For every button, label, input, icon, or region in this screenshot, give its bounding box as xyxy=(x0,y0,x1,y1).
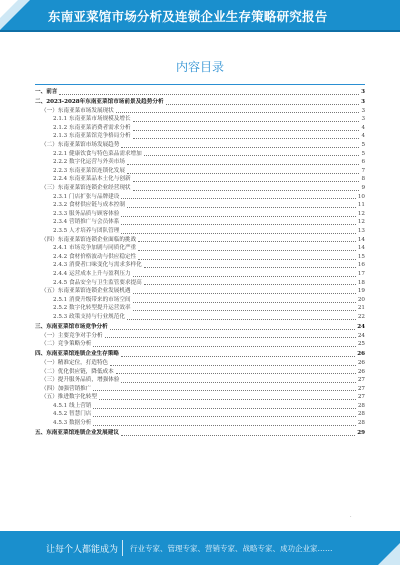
toc-leader-dots xyxy=(133,310,356,311)
toc-entry-page: 14 xyxy=(357,236,365,243)
toc-entry-page: 28 xyxy=(357,411,365,418)
toc-entry-title: 2.3.1 门店扩张与品牌建设 xyxy=(53,193,120,200)
toc-entry-page: 24 xyxy=(357,332,365,339)
toc-entry-title: 2.3.2 食材供应链与成本控制 xyxy=(53,202,125,209)
toc-leader-dots xyxy=(93,408,355,409)
toc-leader-dots xyxy=(121,435,355,436)
toc-entry[interactable] xyxy=(35,184,365,193)
toc-leader-dots xyxy=(133,138,360,139)
toc-leader-dots xyxy=(93,390,356,391)
toc-entry-title: 4.5.2 智慧门店 xyxy=(53,411,92,418)
toc-entry-title: 2.3.4 营销推广与会员体系 xyxy=(53,219,120,226)
toc-entry[interactable] xyxy=(35,150,365,159)
toc-entry-page: 4 xyxy=(361,133,365,140)
toc-leader-dots xyxy=(121,224,356,225)
toc-leader-dots xyxy=(127,164,359,165)
toc-leader-dots xyxy=(138,259,356,260)
toc-entry-page: 6 xyxy=(361,159,365,166)
toc-entry-title: 2.1.2 东南亚菜消费者需求分析 xyxy=(53,124,131,131)
toc-entry[interactable] xyxy=(35,313,365,322)
toc-entry-title: （三）东南亚菜馆连锁企业经营现状 xyxy=(41,185,131,192)
toc-leader-dots xyxy=(110,329,355,330)
toc-entry-page: 3 xyxy=(361,107,365,114)
toc-entry-page: 9 xyxy=(361,185,365,192)
toc-entry-page: 27 xyxy=(357,394,365,401)
toc-entry-title: 2.1.3 东南亚菜馆竞争格局分析 xyxy=(53,133,131,140)
toc-entry-title: 三、东南亚菜馆市场竞争分析 xyxy=(35,324,108,331)
toc-entry-title: （一）精准定位，打造特色 xyxy=(41,359,109,366)
toc-leader-dots xyxy=(121,233,356,234)
toc-entry[interactable] xyxy=(35,402,365,411)
toc-entry-title: 4.5.3 数据分析 xyxy=(53,420,92,427)
toc-entry-title: （三）提升服务品质，增强体验 xyxy=(41,377,120,384)
toc-entry[interactable] xyxy=(35,429,365,438)
toc-leader-dots xyxy=(105,337,356,338)
toc-entry[interactable] xyxy=(35,323,365,332)
toc-heading-rule xyxy=(35,84,365,85)
toc-entry-page: 10 xyxy=(357,193,365,200)
toc-entry-page: 16 xyxy=(357,262,365,269)
toc-entry-title: 五、东南亚菜馆连锁企业发展建议 xyxy=(35,430,119,437)
toc-entry[interactable] xyxy=(35,332,365,341)
toc-entry-title: （五）东南亚菜馆连锁企业发展机遇 xyxy=(41,288,131,295)
toc-entry[interactable] xyxy=(35,304,365,313)
toc-leader-dots xyxy=(116,373,356,374)
toc-entry-page: 11 xyxy=(357,202,365,209)
toc-entry-page: 4 xyxy=(361,124,365,131)
toc-entry-page: 5 xyxy=(361,150,365,157)
toc-leader-dots xyxy=(93,425,355,426)
toc-entry[interactable] xyxy=(35,88,365,97)
toc-entry-page: 5 xyxy=(361,142,365,149)
toc-entry-title: 2.4.1 市场竞争加剧与同质化严重 xyxy=(53,245,137,252)
toc-leader-dots xyxy=(166,104,360,105)
toc-entry[interactable] xyxy=(35,124,365,133)
toc-leader-dots xyxy=(133,130,360,131)
footer-banner xyxy=(0,531,400,565)
toc-leader-dots xyxy=(127,173,359,174)
toc-entry-title: 2.1.1 东南亚菜市场规模及增长 xyxy=(53,116,131,123)
toc-leader-dots xyxy=(127,319,356,320)
toc-leader-dots xyxy=(133,293,356,294)
toc-entry[interactable] xyxy=(35,210,365,219)
toc-entry-title: 4.5.1 线上营销 xyxy=(53,402,92,409)
page-marker: · xyxy=(350,514,352,520)
toc-entry[interactable] xyxy=(35,175,365,184)
toc-entry[interactable] xyxy=(35,98,365,107)
toc-entry-title: （二）竞争策略分析 xyxy=(41,341,92,348)
toc-entry-title: 2.2.4 东南亚菜品本土化与创新 xyxy=(53,176,131,183)
toc-entry-page: 22 xyxy=(357,313,365,320)
toc-entry[interactable] xyxy=(35,350,365,359)
toc-entry-title: 2.3.3 服务品质与顾客体验 xyxy=(53,210,120,217)
toc-entry-title: （四）东南亚菜馆连锁企业面临的挑战 xyxy=(41,236,137,243)
toc-leader-dots xyxy=(59,94,359,95)
toc-entry-page: 12 xyxy=(357,219,365,226)
toc-entry-title: 2.5.3 政策支持与行业规范化 xyxy=(53,313,125,320)
toc-entry-title: 2.5.2 数字化转型提升运营效率 xyxy=(53,305,131,312)
toc-entry-page: 29 xyxy=(357,430,365,437)
toc-leader-dots xyxy=(121,356,355,357)
toc-leader-dots xyxy=(99,399,356,400)
toc-entry-page: 15 xyxy=(357,253,365,260)
toc-entry-title: 2.2.1 健康饮食与特色菜品需求增加 xyxy=(53,150,142,157)
toc-entry[interactable] xyxy=(35,167,365,176)
toc-entry-title: 2.4.3 消费者口味变化与需求多样化 xyxy=(53,262,142,269)
toc-entry-title: （二）优化供应链，降低成本 xyxy=(41,368,114,375)
toc-entry[interactable] xyxy=(35,340,365,349)
toc-leader-dots xyxy=(127,207,356,208)
toc-leader-dots xyxy=(144,284,356,285)
toc-leader-dots xyxy=(138,250,356,251)
toc-entry[interactable] xyxy=(35,132,365,141)
toc-entry-page: 3 xyxy=(361,99,365,106)
toc-leader-dots xyxy=(133,190,360,191)
toc-entry-page: 8 xyxy=(361,176,365,183)
toc-entry[interactable] xyxy=(35,253,365,262)
toc-entry[interactable] xyxy=(35,410,365,419)
toc-entry-title: 2.4.4 运营成本上升与盈利压力 xyxy=(53,270,131,277)
toc-leader-dots xyxy=(93,346,356,347)
toc-entry[interactable] xyxy=(35,296,365,305)
toc-entry-page: 26 xyxy=(357,351,365,358)
toc-entry-title: 2.4.2 食材价格波动与供应稳定性 xyxy=(53,253,137,260)
toc-entry-title: 2.4.5 食品安全与卫生监管要求提高 xyxy=(53,279,142,286)
toc-entry-page: 3 xyxy=(361,116,365,123)
toc-entry[interactable] xyxy=(35,279,365,288)
toc-leader-dots xyxy=(144,155,360,156)
toc-entry-page: 13 xyxy=(357,228,365,234)
header-accent-line xyxy=(0,30,400,32)
toc-entry[interactable] xyxy=(35,359,365,368)
toc-entry-page: 12 xyxy=(357,210,365,217)
toc-leader-dots xyxy=(121,382,356,383)
toc-leader-dots xyxy=(133,276,356,277)
toc-leader-dots xyxy=(110,365,356,366)
toc-entry-page: 26 xyxy=(357,359,365,366)
toc-entry-title: 2.2.2 数字化运营与外卖市场 xyxy=(53,159,125,166)
toc-entry[interactable] xyxy=(35,141,365,150)
toc-entry[interactable] xyxy=(35,244,365,253)
toc-leader-dots xyxy=(121,198,356,199)
toc-entry-page: 21 xyxy=(357,305,365,312)
toc-leader-dots xyxy=(93,416,355,417)
toc-entry-page: 27 xyxy=(357,377,365,384)
table-of-contents xyxy=(35,88,365,438)
toc-entry-title: 四、东南亚菜馆连锁企业生存策略 xyxy=(35,351,119,358)
toc-entry-page: 26 xyxy=(357,368,365,375)
toc-entry-page: 17 xyxy=(357,270,365,277)
toc-leader-dots xyxy=(121,216,356,217)
toc-entry[interactable] xyxy=(35,287,365,296)
toc-entry[interactable] xyxy=(35,115,365,124)
toc-entry[interactable] xyxy=(35,270,365,279)
header-banner xyxy=(0,0,400,30)
toc-entry-title: （四）加强营销推广 xyxy=(41,385,92,392)
toc-leader-dots xyxy=(138,241,356,242)
toc-leader-dots xyxy=(133,181,360,182)
toc-entry-page: 25 xyxy=(357,341,365,348)
toc-entry-title: （二）东南亚菜馆市场发展趋势 xyxy=(41,142,120,149)
toc-entry[interactable] xyxy=(35,236,365,245)
toc-entry-title: 2.3.5 人才培养与团队管理 xyxy=(53,228,120,234)
toc-entry-title: 2.5.1 消费升级带来的市场空间 xyxy=(53,296,131,303)
toc-leader-dots xyxy=(133,121,360,122)
toc-entry[interactable] xyxy=(35,419,365,428)
toc-entry-title: 二、2023-2028年东南亚菜馆市场前景及趋势分析 xyxy=(35,99,164,106)
toc-entry-title: （一）东南亚菜市场发展现状 xyxy=(41,107,114,114)
toc-entry[interactable] xyxy=(35,193,365,202)
footer-divider xyxy=(122,540,123,556)
toc-entry-page: 18 xyxy=(357,279,365,286)
banner-corner-decoration-inner xyxy=(0,0,18,18)
toc-entry-page: 27 xyxy=(357,385,365,392)
toc-entry-title: （一）主要竞争对手分析 xyxy=(41,332,103,339)
toc-entry[interactable] xyxy=(35,201,365,210)
toc-entry-page: 24 xyxy=(357,324,365,331)
toc-entry[interactable] xyxy=(35,261,365,270)
toc-entry[interactable] xyxy=(35,385,365,394)
footer-slogan: 让每个人都能成为 xyxy=(46,545,119,555)
toc-entry[interactable] xyxy=(35,227,365,236)
report-title: 东南亚菜馆市场分析及连锁企业生存策略研究报告 xyxy=(48,9,328,24)
toc-heading: 内容目录 xyxy=(175,60,224,74)
toc-entry-title: （五）推进数字化转型 xyxy=(41,394,97,401)
toc-entry[interactable] xyxy=(35,376,365,385)
toc-entry-page: 19 xyxy=(357,288,365,295)
toc-entry-page: 7 xyxy=(361,167,365,174)
toc-leader-dots xyxy=(116,112,360,113)
toc-entry[interactable] xyxy=(35,393,365,402)
toc-entry[interactable] xyxy=(35,107,365,116)
footer-tagline: 行业专家、管理专家、营销专家、战略专家、成功企业家…… xyxy=(130,544,333,553)
toc-entry-page: 28 xyxy=(357,420,365,427)
toc-entry-page: 3 xyxy=(361,89,365,95)
footer-corner-decoration xyxy=(378,543,400,565)
toc-leader-dots xyxy=(133,302,356,303)
toc-entry-title: 一、前言 xyxy=(35,89,58,95)
toc-entry[interactable] xyxy=(35,158,365,167)
toc-leader-dots xyxy=(144,267,356,268)
toc-entry-page: 20 xyxy=(357,296,365,303)
toc-entry-page: 28 xyxy=(357,402,365,409)
toc-entry-title: 2.2.3 东南亚菜馆连锁化发展 xyxy=(53,167,125,174)
toc-entry[interactable] xyxy=(35,218,365,227)
toc-entry-page: 14 xyxy=(357,245,365,252)
toc-entry[interactable] xyxy=(35,368,365,377)
toc-leader-dots xyxy=(121,147,359,148)
